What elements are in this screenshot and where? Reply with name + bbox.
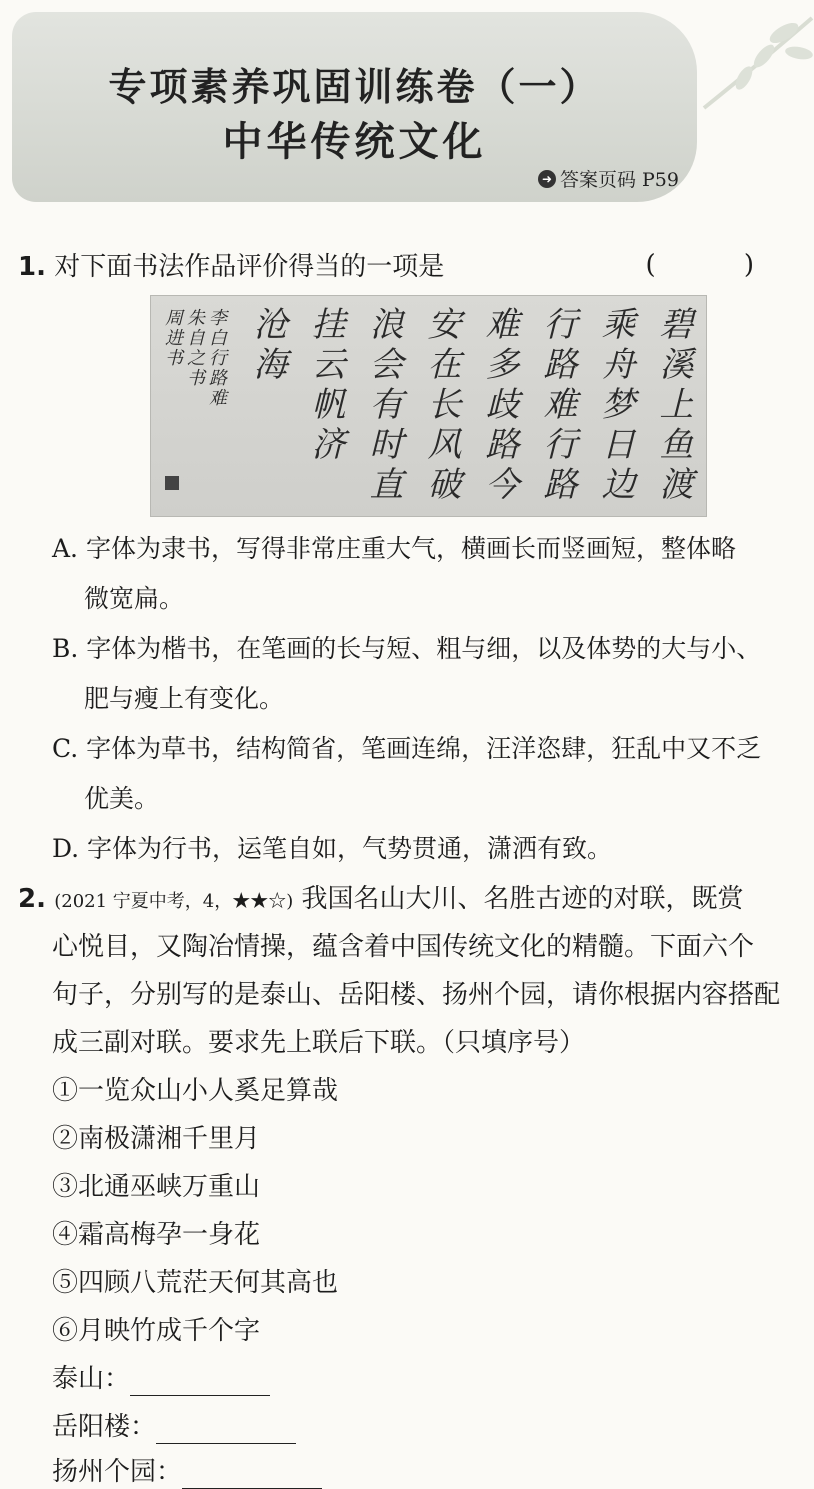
question-stem-line: 心悦目，又陶冶情操，蕴含着中国传统文化的精髓。下面六个: [52, 932, 755, 962]
answer-blank[interactable]: [156, 1415, 296, 1444]
arrow-right-icon: ➜: [538, 170, 556, 188]
question-1: [18, 250, 444, 284]
calligraphy-column: 乘舟梦日边: [595, 306, 635, 506]
answer-label: 扬州个园：: [52, 1457, 183, 1487]
page-title: 专项素养巩固训练卷（一）: [108, 65, 601, 109]
question-source-tag: (2021 宁夏中考，4，★★☆): [54, 891, 294, 912]
option-b-cont: 肥与瘦上有变化。: [84, 684, 285, 713]
list-item: ⑥月映竹成千个字: [52, 1316, 261, 1346]
calligraphy-column: 碧溪上鱼渡: [653, 306, 693, 506]
question-stem-line: 句子，分别写的是泰山、岳阳楼、扬州个园，请你根据内容搭配: [52, 980, 781, 1010]
calligraphy-column: 浪会有时直: [363, 306, 403, 506]
calligraphy-column: 行路难行路: [537, 306, 577, 506]
calligraphy-inscription: 李白行路难: [206, 308, 227, 408]
calligraphy-inscription: 周进书: [162, 308, 183, 368]
list-item: ④霜高梅孕一身花: [52, 1220, 261, 1250]
question-stem-line: 成三副对联。要求先上联后下联。（只填序号）: [52, 1028, 586, 1058]
seal-stamp: [165, 476, 179, 490]
answer-page-ref: [538, 165, 679, 192]
option-c: C. 字体为草书，结构简省，笔画连绵，汪洋恣肆，狂乱中又不乏: [52, 734, 762, 763]
answer-label: 泰山：: [52, 1364, 131, 1394]
calligraphy-image: [150, 295, 707, 517]
answer-blank[interactable]: [130, 1367, 270, 1396]
question-number: 2.: [18, 884, 46, 914]
calligraphy-column: 安在长风破: [421, 306, 461, 506]
answer-row-geyuan: [52, 1455, 322, 1489]
question-stem: 对下面书法作品评价得当的一项是: [54, 252, 445, 282]
calligraphy-inscription: 朱自之书: [184, 308, 205, 388]
list-item: ③北通巫峡万重山: [52, 1172, 261, 1202]
option-c-cont: 优美。: [84, 784, 160, 813]
question-number: 1.: [18, 252, 46, 282]
option-a-cont: 微宽扁。: [84, 584, 185, 613]
option-d: D. 字体为行书，运笔自如，气势贯通，潇洒有致。: [52, 834, 613, 863]
answer-row-yueyanglou: [52, 1410, 296, 1444]
answer-row-taishan: [52, 1362, 270, 1396]
answer-bracket: ( ): [645, 250, 794, 280]
list-item: ⑤四顾八荒茫天何其高也: [52, 1268, 339, 1298]
question-stem: 我国名山大川、名胜古迹的对联，既赏: [301, 884, 744, 914]
leaf-decoration-icon: [694, 8, 814, 118]
option-b: B. 字体为楷书，在笔画的长与短、粗与细，以及体势的大与小、: [52, 634, 762, 663]
answer-page-label: 答案页码 P59: [559, 169, 679, 191]
list-item: ①一览众山小人奚足算哉: [52, 1076, 339, 1106]
calligraphy-column: 难多歧路今: [479, 306, 519, 506]
calligraphy-column: 沧海: [247, 306, 287, 386]
answer-blank[interactable]: [182, 1460, 322, 1489]
option-a: A. 字体为隶书，写得非常庄重大气，横画长而竖画短，整体略: [52, 534, 736, 563]
list-item: ②南极潇湘千里月: [52, 1124, 261, 1154]
page-subtitle: 中华传统文化: [222, 119, 487, 165]
calligraphy-column: 挂云帆济: [305, 306, 345, 466]
question-2: [18, 882, 744, 919]
answer-label: 岳阳楼：: [52, 1412, 157, 1442]
